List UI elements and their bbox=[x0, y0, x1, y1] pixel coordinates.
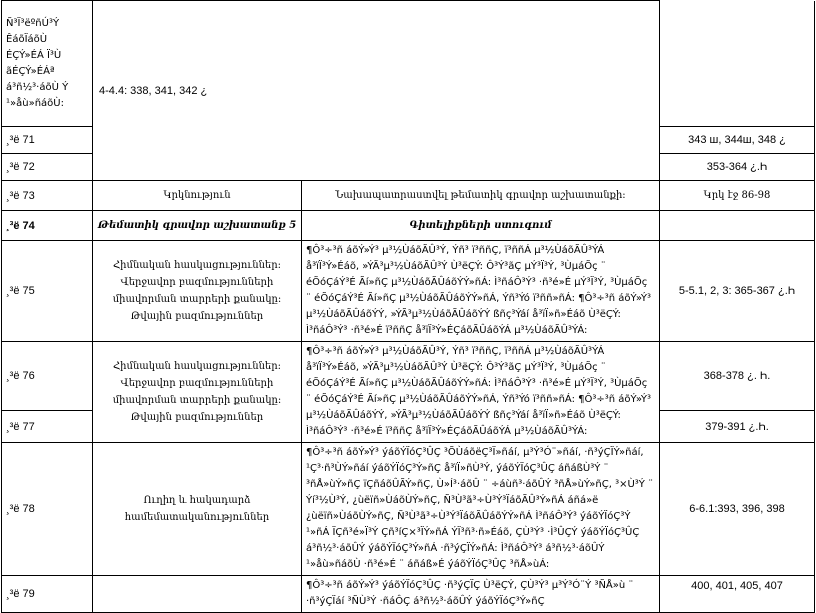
lesson-code: ¸³ë 73 bbox=[2, 181, 93, 211]
ref-cell bbox=[660, 211, 815, 241]
topic-cell: Թեմատիկ գրավոր աշխատանք 5 bbox=[93, 211, 302, 241]
ref-cell: 400, 401, 405, 407 bbox=[660, 576, 815, 613]
topic-cell: Ուղիղ և հակադարձ համեմատականություններ bbox=[93, 443, 302, 576]
table-row bbox=[2, 181, 815, 211]
topic-cell bbox=[93, 576, 302, 613]
content-cell: ¶Ô³÷³ñ áõÝ»Ý³ ýáõÝÏóÇ³ÛÇ ·ñ³ýÇÏÇ Ù³ëÇÝ, ÇÙ³Ý³ µ³Ý³Ó¨Ý ³ÑÅ»ù ¨ ·ñ³ýÇÏáí ³ÑÙ³Ý ·ñáÔÇ á³ñ½³·áõÛÝ ýáõÝÏóÇ³Ý»ñÇ bbox=[302, 576, 660, 613]
table-row bbox=[2, 211, 815, 241]
lesson-code: ¸³ë 71 bbox=[2, 127, 93, 154]
ref-cell: 379-391 ¿.Һ. bbox=[660, 411, 815, 443]
content-cell: ¶Ô³÷³ñ áõÝ»Ý³ ýáõÝÏóÇ³ÛÇ ³ÕÙáõëÇ³Ï»ñáí, µ³Ý³Ó¨»ñáí, ·ñ³ýÇÏÝ»ñáí, ¹Ç³·ñ³ÙÝ»ñáí ýáõÝÏóÇ³Ý»ñÇ å³ïÏ»ñÙ³Ý, ýáõÝÏóÇ³ÛÇ áñáßÙ³Ý ¨ ³ñÅ»ùÝ»ñÇ ïÇñáõÛÃÝ»ñÇ, Ù»Í³·áõÛ ¨ ÷áùñ³·áõÛÝ ³ñÅ»ùÝ»ñÇ, ³×Ù³Ý ¨ Ýí³½Ù³Ý, ¿ùëïñ»ÙáõÙÝ»ñÇ, Ñ³Ù³ã³÷Ù³Ý³ÏáõÃÛ³Ý»ñÁ áñá»ë ¿ùëïñ»ÙáõÙÝ»ñÇ, Ñ³Ù³ã³÷Ù³Ý³ÏáõÃÛáõÝÝ»ñÁ Ì³ñáÔ³Ý³ ýáõÝÏóÇ³Ý ¹»ñÁ ÏÇñ³é»Ï³Ý Çñ³íÇ×³ÏÝ»ñÁ ÝÏ³ñ³·ñ»Éáõ, ÇÙ³Ý³ ·Ì³ÛÇÝ ýáõÝÏóÇ³ÛÇ á³ñ½³·áõÛÝ ýáõÝÏóÇ³Ý»ñÁ ·ñ³ýÇÏÝ»ñÁ: Ì³ñáÔ³Ý³ á³ñ½³·áõÛÝ ¹»åù»ñáõÙ ·ñ³é»É ¨ áñáß»É ýáõÝÏóÇ³ÛÇ ³ñÅ»ùÁ: bbox=[302, 443, 660, 576]
topic-cell: Կրկնություն bbox=[93, 181, 302, 211]
table-row bbox=[2, 443, 815, 576]
table-row bbox=[2, 1, 815, 127]
ref-cell: 343 ш, 344ш, 348 ¿ bbox=[660, 127, 815, 154]
header-ref: 4-4.4: 338, 341, 342 ¿ bbox=[93, 1, 660, 181]
lesson-code: ¸³ë 77 bbox=[2, 411, 93, 443]
content-cell: Գիտելիքների ստուգում bbox=[302, 211, 660, 241]
lesson-plan-table bbox=[1, 0, 815, 613]
ref-cell: Կրկ էջ 86-98 bbox=[660, 181, 815, 211]
lesson-code: ¸³ë 74 bbox=[2, 211, 93, 241]
ref-cell: 353-364 ¿.Һ bbox=[660, 154, 815, 181]
lesson-code: ¸³ë 72 bbox=[2, 154, 93, 181]
lesson-code: ¸³ë 78 bbox=[2, 443, 93, 576]
header-cell: Ñ³Ï³ëºñÚ³Ý ÊáõÏáõÙ ÉÇÝ»ÉÁ Ï³Ù ãÉÇÝ»ÉÁª á³ñ½³·áõÙ Ý ¹»åù»ñáõÙ: bbox=[2, 1, 93, 127]
content-cell: ¶Ô³÷³ñ áõÝ»Ý³ µ³½ÙáõÃÛ³Ý, Ýñ³ ï³ññÇ, ï³ññÁ µ³½ÙáõÃÛ³ÝÁ å³ïÏ³Ý»Éáõ, »ÝÃ³µ³½ÙáõÃÛ³Ý Ù³ëÇÝ: Ô³Ý³ãÇ µÝ³Ï³Ý, ³ÙµáÕç ¨ éÕóÇáÝ³É Ãí»ñÇ µ³½ÙáõÃÛáõÝÝ»ñÁ: Ì³ñáÔ³Ý³ ·ñ³é»É µÝ³Ï³Ý, ³ÙµáÕç ¨ éÕóÇáÝ³É Ãí»ñÇ µ³½ÙáõÃÛáõÝÝ»ñÁ, Ýñ³Ýó ï³ññ»ñÁ: ¶Ô³÷³ñ áõÝ»Ý³ µ³½ÙáõÃÛáõÝÝ, »ÝÃ³µ³½ÙáõÃÛáõÝÝ ßñç³Ýáí å³ïÏ»ñ»Éáõ Ù³ëÇÝ: Ì³ñáÔ³Ý³ ·ñ³é»É ï³ññÇ å³ïÏ³Ý»ÉÇáõÃÛáõÝÁ µ³½ÙáõÃÛ³ÝÁ: bbox=[302, 241, 660, 342]
table-row bbox=[2, 576, 815, 613]
lesson-code: ¸³ë 76 bbox=[2, 342, 93, 411]
content-cell: Նախապատրաստվել թեմատիկ գրավոր աշխատանքի: bbox=[302, 181, 660, 211]
ref-cell: 6-6.1:393, 396, 398 bbox=[660, 443, 815, 576]
ref-cell: 5-5.1, 2, 3: 365-367 ¿.Һ bbox=[660, 241, 815, 342]
table-row bbox=[2, 342, 815, 411]
lesson-code: ¸³ë 79 bbox=[2, 576, 93, 613]
topic-cell: Հիմնական հասկացություններ: Վերջավոր բազմությունների միավորման տարրերի քանակը: Թվային բազմություններ bbox=[93, 241, 302, 342]
topic-cell: Հիմնական հասկացություններ: Վերջավոր բազմությունների միավորման տարրերի քանակը: Թվային բազմություններ bbox=[93, 342, 302, 443]
lesson-code: ¸³ë 75 bbox=[2, 241, 93, 342]
empty-cell bbox=[660, 1, 815, 127]
ref-cell: 368-378 ¿. Һ. bbox=[660, 342, 815, 411]
content-cell: ¶Ô³÷³ñ áõÝ»Ý³ µ³½ÙáõÃÛ³Ý, Ýñ³ ï³ññÇ, ï³ññÁ µ³½ÙáõÃÛ³ÝÁ å³ïÏ³Ý»Éáõ, »ÝÃ³µ³½ÙáõÃÛ³Ý Ù³ëÇÝ: Ô³Ý³ãÇ µÝ³Ï³Ý, ³ÙµáÕç ¨ éÕóÇáÝ³É Ãí»ñÇ µ³½ÙáõÃÛáõÝÝ»ñÁ: Ì³ñáÔ³Ý³ ·ñ³é»É µÝ³Ï³Ý, ³ÙµáÕç ¨ éÕóÇáÝ³É Ãí»ñÇ µ³½ÙáõÃÛáõÝÝ»ñÁ, Ýñ³Ýó ï³ññ»ñÁ: ¶Ô³÷³ñ áõÝ»Ý³ µ³½ÙáõÃÛáõÝÝ, »ÝÃ³µ³½ÙáõÃÛáõÝÝ ßñç³Ýáí å³ïÏ»ñ»Éáõ Ù³ëÇÝ: Ì³ñáÔ³Ý³ ·ñ³é»É ï³ññÇ å³ïÏ³Ý»ÉÇáõÃÛáõÝÁ µ³½ÙáõÃÛ³ÝÁ: bbox=[302, 342, 660, 443]
table-row bbox=[2, 241, 815, 342]
